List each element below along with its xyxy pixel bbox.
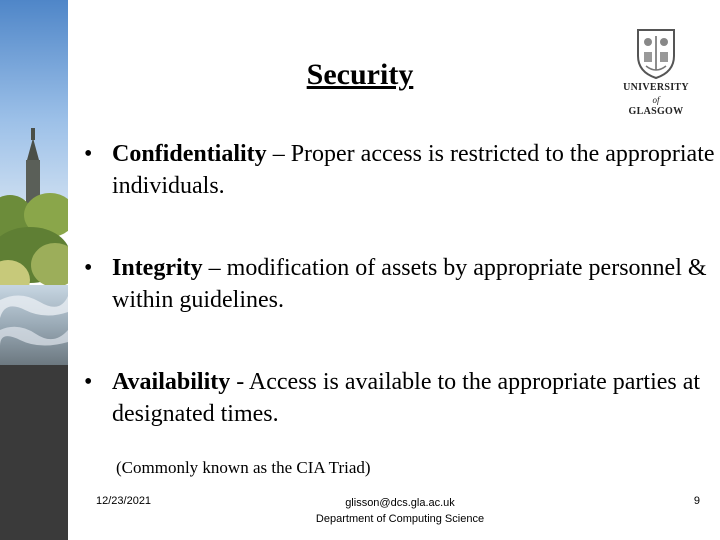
- bullet-text: – modification of assets by appropriate personnel & within guidelines.: [112, 255, 707, 313]
- footer-department: Department of Computing Science: [315, 513, 485, 525]
- bullet-text: – Proper access is restricted to the appropriate individuals.: [112, 141, 715, 199]
- bullet-marker: •: [84, 141, 93, 167]
- university-logo: [618, 28, 694, 124]
- bullet-marker: •: [84, 255, 93, 281]
- campus-photo: [0, 0, 68, 540]
- bullet-confidentiality: [84, 138, 720, 202]
- logo-line-of: of: [652, 95, 660, 105]
- cia-triad-note: (Commonly known as the CIA Triad): [116, 458, 371, 477]
- bullet-term: Confidentiality: [112, 141, 267, 167]
- university-name: [618, 82, 694, 118]
- logo-line-university: UNIVERSITY: [623, 82, 689, 93]
- bullet-integrity: [84, 252, 720, 316]
- footer-date: 12/23/2021: [96, 495, 152, 507]
- bullet-availability: [84, 366, 720, 430]
- bullet-term: Availability: [112, 369, 231, 395]
- bullet-text: - Access is available to the appropriate parties at designated times.: [112, 369, 701, 427]
- university-crest-icon: [636, 28, 676, 80]
- campus-photo-strip: [0, 0, 68, 540]
- bullet-term: Integrity: [112, 255, 203, 281]
- bullet-marker: •: [84, 369, 93, 395]
- page-number: 9: [693, 495, 700, 507]
- logo-line-glasgow: GLASGOW: [628, 106, 684, 117]
- footer-email: glisson@dcs.gla.ac.uk: [345, 497, 455, 509]
- slide-title: Security: [306, 58, 414, 91]
- footer-contact: [250, 495, 550, 527]
